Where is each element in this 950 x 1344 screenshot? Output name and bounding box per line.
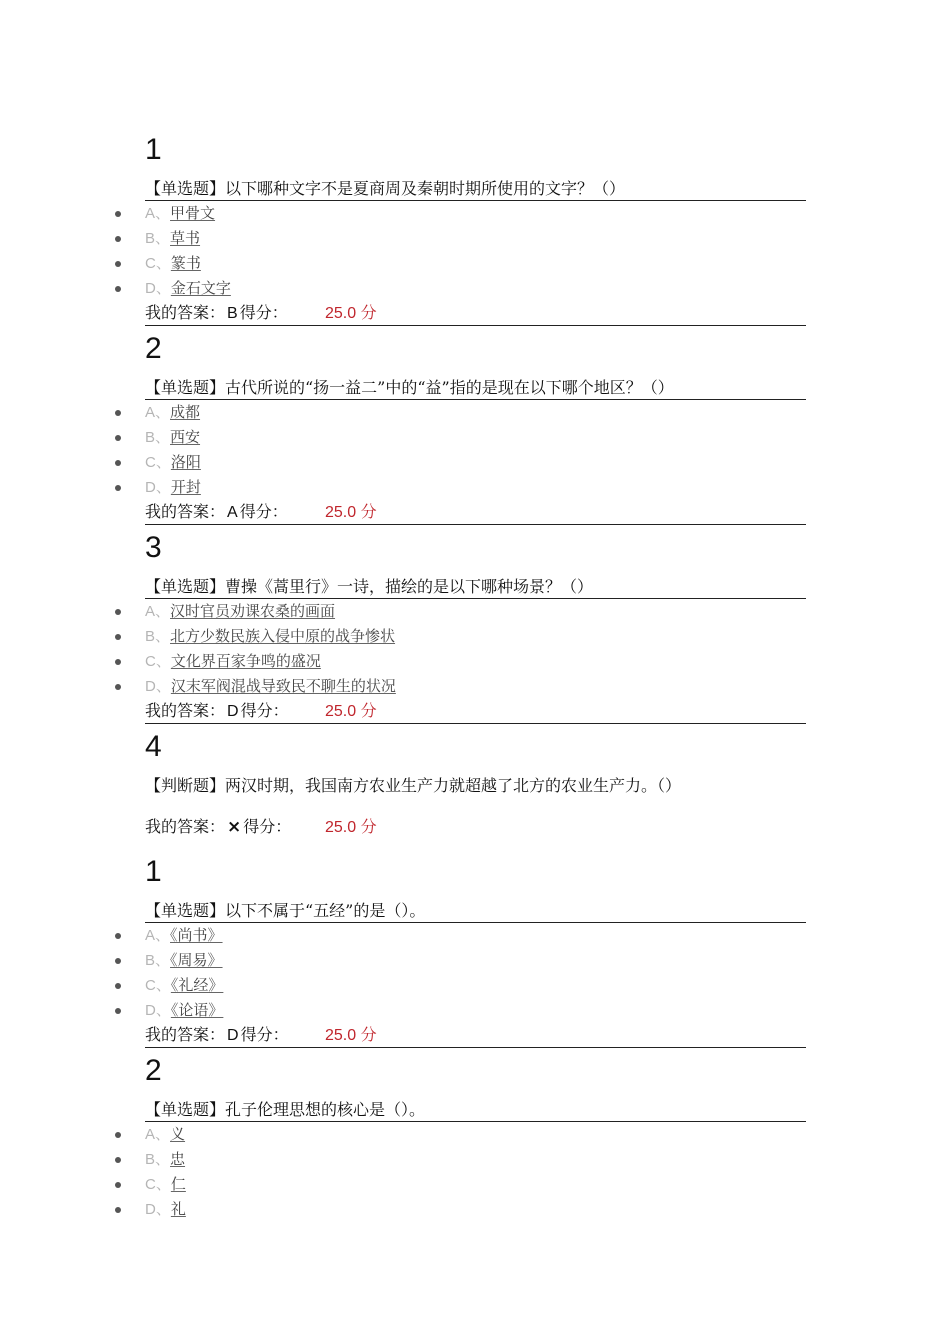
bullet-icon: [115, 261, 121, 267]
answer-row: [145, 1023, 806, 1048]
option-item[interactable]: [145, 276, 806, 301]
option-list: [145, 201, 806, 301]
bullet-icon: [115, 485, 121, 491]
option-separator: 、: [155, 627, 171, 645]
answer-label: 我的答案：: [145, 1025, 226, 1044]
option-item[interactable]: [145, 400, 806, 425]
option-list: [145, 1122, 806, 1222]
answer-label: 我的答案：: [145, 303, 226, 322]
question-block: [145, 533, 806, 724]
option-letter: B: [145, 952, 156, 969]
option-text[interactable]: 汉末军阀混战导致民不聊生的状况: [170, 677, 396, 695]
option-letter: C: [145, 255, 156, 272]
option-item[interactable]: [145, 475, 806, 500]
option-letter: D: [145, 678, 156, 695]
option-separator: 、: [155, 204, 171, 222]
option-text[interactable]: 《礼经》: [170, 976, 224, 994]
bullet-icon: [115, 410, 121, 416]
option-text[interactable]: 金石文字: [170, 279, 231, 297]
option-item[interactable]: [145, 251, 806, 276]
question-text: 【单选题】以下哪种文字不是夏商周及秦朝时期所使用的文字？（）: [145, 178, 806, 201]
option-letter: B: [145, 628, 156, 645]
bullet-icon: [115, 435, 121, 441]
answer-row: [145, 815, 806, 839]
option-text[interactable]: 仁: [170, 1175, 186, 1193]
option-letter: D: [145, 280, 156, 297]
option-item[interactable]: [145, 1172, 806, 1197]
option-item[interactable]: [145, 998, 806, 1023]
answer-row: [145, 500, 806, 525]
option-letter: A: [145, 1126, 156, 1143]
option-text[interactable]: 义: [170, 1125, 186, 1143]
option-text[interactable]: 北方少数民族入侵中原的战争惨状: [170, 627, 396, 645]
bullet-icon: [115, 933, 121, 939]
score-value: [325, 301, 377, 326]
question-number: 1: [145, 133, 162, 166]
question-block: [145, 135, 806, 326]
option-letter: C: [145, 1176, 156, 1193]
option-item[interactable]: [145, 649, 806, 674]
option-separator: 、: [155, 652, 171, 670]
option-separator: 、: [155, 254, 171, 272]
answer-value: D: [227, 1027, 239, 1044]
cross-icon: ×: [227, 817, 242, 837]
option-letter: B: [145, 429, 156, 446]
question-text: 【判断题】两汉时期，我国南方农业生产力就超越了北方的农业生产力。（）: [145, 776, 682, 795]
score-value: [325, 500, 377, 525]
option-item[interactable]: [145, 973, 806, 998]
score-label: 得分：: [240, 701, 289, 720]
question-block: [145, 732, 806, 839]
question-text: 【单选题】曹操《蒿里行》一诗，描绘的是以下哪种场景？（）: [145, 576, 806, 599]
option-separator: 、: [155, 453, 171, 471]
option-text[interactable]: 成都: [170, 403, 201, 421]
option-letter: A: [145, 603, 156, 620]
bullet-icon: [115, 1182, 121, 1188]
option-item[interactable]: [145, 450, 806, 475]
question-text: 【单选题】孔子伦理思想的核心是（）。: [145, 1099, 806, 1122]
score-value: [325, 699, 377, 724]
score-label: 得分：: [243, 817, 292, 836]
option-item[interactable]: [145, 948, 806, 973]
option-text[interactable]: 《尚书》: [170, 926, 223, 944]
option-separator: 、: [155, 403, 171, 421]
score-unit: 分: [360, 701, 377, 720]
answer-label: 我的答案：: [145, 817, 226, 836]
option-letter: C: [145, 977, 156, 994]
question-number: 4: [145, 730, 162, 763]
score-unit: 分: [360, 817, 377, 836]
option-separator: 、: [155, 478, 171, 496]
option-separator: 、: [155, 279, 171, 297]
option-separator: 、: [155, 1001, 171, 1019]
bullet-icon: [115, 983, 121, 989]
option-text[interactable]: 汉时官员劝课农桑的画面: [170, 602, 336, 620]
option-item[interactable]: [145, 923, 806, 948]
option-separator: 、: [155, 976, 171, 994]
score-unit: 分: [360, 303, 377, 322]
option-letter: A: [145, 205, 156, 222]
option-separator: 、: [155, 677, 171, 695]
option-separator: 、: [155, 1150, 171, 1168]
option-letter: A: [145, 927, 156, 944]
score-unit: 分: [360, 502, 377, 521]
score-number: 25.0: [325, 819, 357, 836]
option-list: [145, 923, 806, 1023]
bullet-icon: [115, 1207, 121, 1213]
answer-row: [145, 301, 806, 326]
option-letter: C: [145, 653, 156, 670]
answer-label: 我的答案：: [145, 502, 226, 521]
option-letter: D: [145, 479, 156, 496]
option-item[interactable]: [145, 201, 806, 226]
question-block: [145, 1056, 806, 1222]
option-separator: 、: [155, 602, 171, 620]
answer-label: 我的答案：: [145, 701, 226, 720]
score-label: 得分：: [239, 303, 288, 322]
bullet-icon: [115, 1157, 121, 1163]
bullet-icon: [115, 609, 121, 615]
option-separator: 、: [155, 926, 171, 944]
score-number: 25.0: [325, 703, 357, 720]
bullet-icon: [115, 236, 121, 242]
question-number: 2: [145, 332, 162, 365]
option-text[interactable]: 忠: [170, 1150, 186, 1168]
option-text[interactable]: 《周易》: [170, 951, 223, 969]
option-item[interactable]: [145, 1122, 806, 1147]
question-block: [145, 857, 806, 1048]
option-text[interactable]: 篆书: [170, 254, 201, 272]
question-number: 2: [145, 1054, 162, 1087]
option-letter: C: [145, 454, 156, 471]
option-text[interactable]: 甲骨文: [170, 204, 216, 222]
option-item[interactable]: [145, 1147, 806, 1172]
score-unit: 分: [360, 1025, 377, 1044]
score-label: 得分：: [239, 502, 288, 521]
option-separator: 、: [155, 229, 171, 247]
question-block: [145, 334, 806, 525]
question-text: 【单选题】以下不属于“五经”的是（）。: [145, 900, 806, 923]
option-text[interactable]: 开封: [170, 478, 201, 496]
bullet-icon: [115, 1008, 121, 1014]
option-item[interactable]: [145, 1197, 806, 1222]
option-item[interactable]: [145, 226, 806, 251]
bullet-icon: [115, 958, 121, 964]
score-number: 25.0: [325, 1027, 357, 1044]
option-text[interactable]: 洛阳: [170, 453, 201, 471]
option-text[interactable]: 礼: [170, 1200, 186, 1218]
option-item[interactable]: [145, 674, 806, 699]
bullet-icon: [115, 634, 121, 640]
score-value: [325, 1023, 377, 1048]
question-number: 1: [145, 855, 162, 888]
option-separator: 、: [155, 1125, 171, 1143]
option-letter: D: [145, 1002, 156, 1019]
answer-row: [145, 699, 806, 724]
bullet-icon: [115, 684, 121, 690]
bullet-icon: [115, 1132, 121, 1138]
question-text: 【单选题】古代所说的“扬一益二”中的“益”指的是现在以下哪个地区？（）: [145, 377, 806, 400]
option-separator: 、: [155, 1200, 171, 1218]
option-list: [145, 400, 806, 500]
answer-value: B: [227, 305, 238, 322]
option-letter: B: [145, 1151, 156, 1168]
answer-value: A: [227, 504, 238, 521]
bullet-icon: [115, 211, 121, 217]
option-text[interactable]: 文化界百家争鸣的盛况: [170, 652, 321, 670]
option-text[interactable]: 《论语》: [170, 1001, 224, 1019]
option-separator: 、: [155, 951, 171, 969]
option-separator: 、: [155, 428, 171, 446]
option-item[interactable]: [145, 599, 806, 624]
answer-value: D: [227, 703, 239, 720]
option-letter: D: [145, 1201, 156, 1218]
option-letter: A: [145, 404, 156, 421]
option-item[interactable]: [145, 624, 806, 649]
option-item[interactable]: [145, 425, 806, 450]
bullet-icon: [115, 659, 121, 665]
score-label: 得分：: [240, 1025, 289, 1044]
option-letter: B: [145, 230, 156, 247]
option-separator: 、: [155, 1175, 171, 1193]
option-list: [145, 599, 806, 699]
score-value: [325, 815, 377, 840]
score-number: 25.0: [325, 504, 357, 521]
option-text[interactable]: 西安: [170, 428, 201, 446]
option-text[interactable]: 草书: [170, 229, 201, 247]
score-number: 25.0: [325, 305, 357, 322]
bullet-icon: [115, 460, 121, 466]
bullet-icon: [115, 286, 121, 292]
question-number: 3: [145, 531, 162, 564]
